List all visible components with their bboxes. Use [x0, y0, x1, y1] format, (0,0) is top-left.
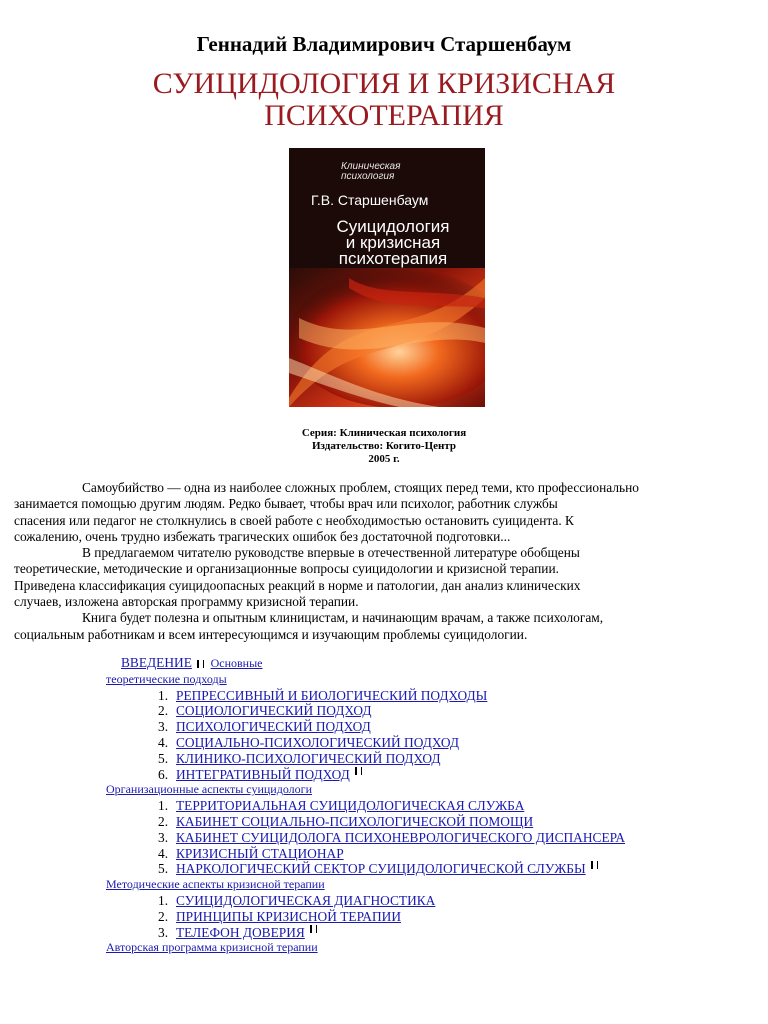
toc-link[interactable]: КЛИНИКО-ПСИХОЛОГИЧЕСКИЙ ПОДХОД	[176, 750, 441, 766]
annotation-text: теоретические, методические и организационные вопросы суицидологии и кризисной терапии.	[14, 561, 559, 577]
toc-link[interactable]: СОЦИАЛЬНО-ПСИХОЛОГИЧЕСКИЙ ПОДХОД	[176, 734, 459, 750]
publisher-info: Издательство: Когито-Центр	[311, 440, 456, 452]
list-item: 4. КРИЗИСНЫЙ СТАЦИОНАР	[158, 845, 344, 861]
toc-link[interactable]: КАБИНЕТ СОЦИАЛЬНО-ПСИХОЛОГИЧЕСКОЙ ПОМОЩИ	[176, 813, 534, 829]
cover-title-line-3: психотерапия	[338, 249, 448, 268]
annotation-text: В предлагаемом читателю руководстве впервые в отечественной литературе обобщены	[82, 545, 580, 561]
toc-link[interactable]: СОЦИОЛОГИЧЕСКИЙ ПОДХОД	[176, 703, 372, 719]
annotation-text: сожалению, очень трудно избежать трагических ошибок без достаточной подготовки...	[14, 528, 511, 544]
toc-list-organization	[0, 798, 768, 877]
toc-section-methods	[106, 877, 768, 893]
cover-series-line-2: психология	[341, 171, 395, 182]
annotation-text: занимается помощью другим людям. Редко бывает, чтобы врач или психолог, работник службы	[14, 496, 558, 512]
annotation-text: случаев, изложена авторская программу кризисной терапии.	[14, 594, 359, 610]
annotation-paragraph	[14, 610, 728, 643]
toc-list-theory	[0, 688, 768, 783]
list-item: 4. СОЦИАЛЬНО-ПСИХОЛОГИЧЕСКИЙ ПОДХОД	[158, 734, 459, 750]
toc-link-program-section[interactable]: Авторская программа кризисной терапии	[106, 940, 318, 955]
toc-intro-line	[121, 655, 768, 672]
list-item: 3. ПСИХОЛОГИЧЕСКИЙ ПОДХОД	[158, 719, 371, 735]
list-item: 1. СУИЦИДОЛОГИЧЕСКАЯ ДИАГНОСТИКА	[158, 892, 436, 908]
cover-title-line-1: Суицидология	[336, 217, 450, 236]
toc-link-theory-section-cont[interactable]: теоретические подходы	[106, 671, 227, 686]
toc-link[interactable]: ИНТЕГРАТИВНЫЙ ПОДХОД	[176, 766, 350, 782]
annotation-text: спасения или педагог не столкнулись в своей работе с необходимостью остановить суицидента. К	[14, 512, 574, 528]
publication-info	[0, 427, 768, 466]
toc-link[interactable]: НАРКОЛОГИЧЕСКИЙ СЕКТОР СУИЦИДОЛОГИЧЕСКОЙ СЛУЖБЫ	[176, 861, 586, 877]
bookmark-icon	[355, 767, 362, 775]
annotation-text: Приведена классификация суицидоопасных реакций в норме и патологии, дан анализ клинических	[14, 577, 581, 593]
series-info: Серия: Клиническая психология	[301, 427, 467, 439]
toc-link[interactable]: КРИЗИСНЫЙ СТАЦИОНАР	[176, 845, 344, 861]
list-item: 1. ТЕРРИТОРИАЛЬНАЯ СУИЦИДОЛОГИЧЕСКАЯ СЛУЖБА	[158, 798, 525, 814]
toc-link[interactable]: ПСИХОЛОГИЧЕСКИЙ ПОДХОД	[176, 719, 371, 735]
toc-link[interactable]: ПРИНЦИПЫ КРИЗИСНОЙ ТЕРАПИИ	[176, 908, 401, 924]
toc-link-organization-section[interactable]: Организационные аспекты суицидологи	[106, 782, 312, 797]
toc-link[interactable]: СУИЦИДОЛОГИЧЕСКАЯ ДИАГНОСТИКА	[176, 892, 436, 908]
list-item: 2. СОЦИОЛОГИЧЕСКИЙ ПОДХОД	[158, 703, 372, 719]
cover-title-line-2: и кризисная	[345, 233, 441, 252]
book-title-line-1: СУИЦИДОЛОГИЯ И КРИЗИСНАЯ	[152, 67, 616, 100]
toc-link-introduction[interactable]: ВВЕДЕНИЕ	[121, 655, 192, 670]
toc-list-methods	[0, 893, 768, 940]
toc-link[interactable]: ТЕЛЕФОН ДОВЕРИЯ	[176, 924, 305, 940]
list-item: 5. НАРКОЛОГИЧЕСКИЙ СЕКТОР СУИЦИДОЛОГИЧЕСКОЙ СЛУЖБЫ	[158, 861, 768, 877]
toc-section-organization	[106, 782, 768, 798]
book-cover-image	[289, 148, 485, 407]
list-item: 1. РЕПРЕССИВНЫЙ И БИОЛОГИЧЕСКИЙ ПОДХОДЫ	[158, 687, 488, 703]
cover-title	[313, 219, 473, 267]
bookmark-icon	[310, 925, 317, 933]
book-title-line-2: ПСИХОТЕРАПИЯ	[264, 99, 504, 132]
book-title	[0, 68, 768, 132]
list-item: 3. КАБИНЕТ СУИЦИДОЛОГА ПСИХОНЕВРОЛОГИЧЕСКОГО ДИСПАНСЕРА	[158, 829, 626, 845]
bookmark-icon	[591, 861, 598, 869]
toc-link-theory-section[interactable]: Основные	[210, 656, 263, 670]
list-item: 6. ИНТЕГРАТИВНЫЙ ПОДХОД	[158, 767, 768, 783]
annotation-text: социальным работникам и всем интересующимся и изучающим проблемы суицидологии.	[14, 626, 528, 642]
list-item: 5. КЛИНИКО-ПСИХОЛОГИЧЕСКИЙ ПОДХОД	[158, 750, 441, 766]
annotation-paragraph	[14, 480, 728, 545]
table-of-contents	[0, 655, 768, 956]
annotation-text: Книга будет полезна и опытным клиницистам, и начинающим врачам, а также психологам,	[82, 610, 604, 626]
toc-link[interactable]: КАБИНЕТ СУИЦИДОЛОГА ПСИХОНЕВРОЛОГИЧЕСКОГО ДИСПАНСЕРА	[176, 829, 626, 845]
cover-flame-artwork	[289, 148, 485, 407]
annotation-text: Самоубийство — одна из наиболее сложных проблем, стоящих перед теми, кто профессионально	[82, 480, 639, 495]
year-info: 2005 г.	[368, 453, 400, 465]
cover-author: Г.В. Старшенбаум	[311, 192, 429, 208]
book-author: Геннадий Владимирович Старшенбаум	[196, 32, 572, 56]
toc-link[interactable]: РЕПРЕССИВНЫЙ И БИОЛОГИЧЕСКИЙ ПОДХОДЫ	[176, 687, 488, 703]
list-item: 2. ПРИНЦИПЫ КРИЗИСНОЙ ТЕРАПИИ	[158, 908, 401, 924]
bookmark-icon	[197, 660, 204, 668]
cover-series-line-1: Клиническая	[341, 161, 401, 172]
toc-link[interactable]: ТЕРРИТОРИАЛЬНАЯ СУИЦИДОЛОГИЧЕСКАЯ СЛУЖБА	[176, 798, 525, 814]
book-annotation	[14, 480, 728, 643]
list-item: 3. ТЕЛЕФОН ДОВЕРИЯ	[158, 925, 768, 941]
annotation-paragraph	[14, 545, 728, 610]
toc-link-methods-section[interactable]: Методические аспекты кризисной терапии	[106, 877, 325, 892]
list-item: 2. КАБИНЕТ СОЦИАЛЬНО-ПСИХОЛОГИЧЕСКОЙ ПОМОЩИ	[158, 813, 534, 829]
toc-section-theory	[106, 672, 768, 688]
toc-section-program	[106, 940, 768, 956]
cover-series-label	[341, 162, 400, 182]
